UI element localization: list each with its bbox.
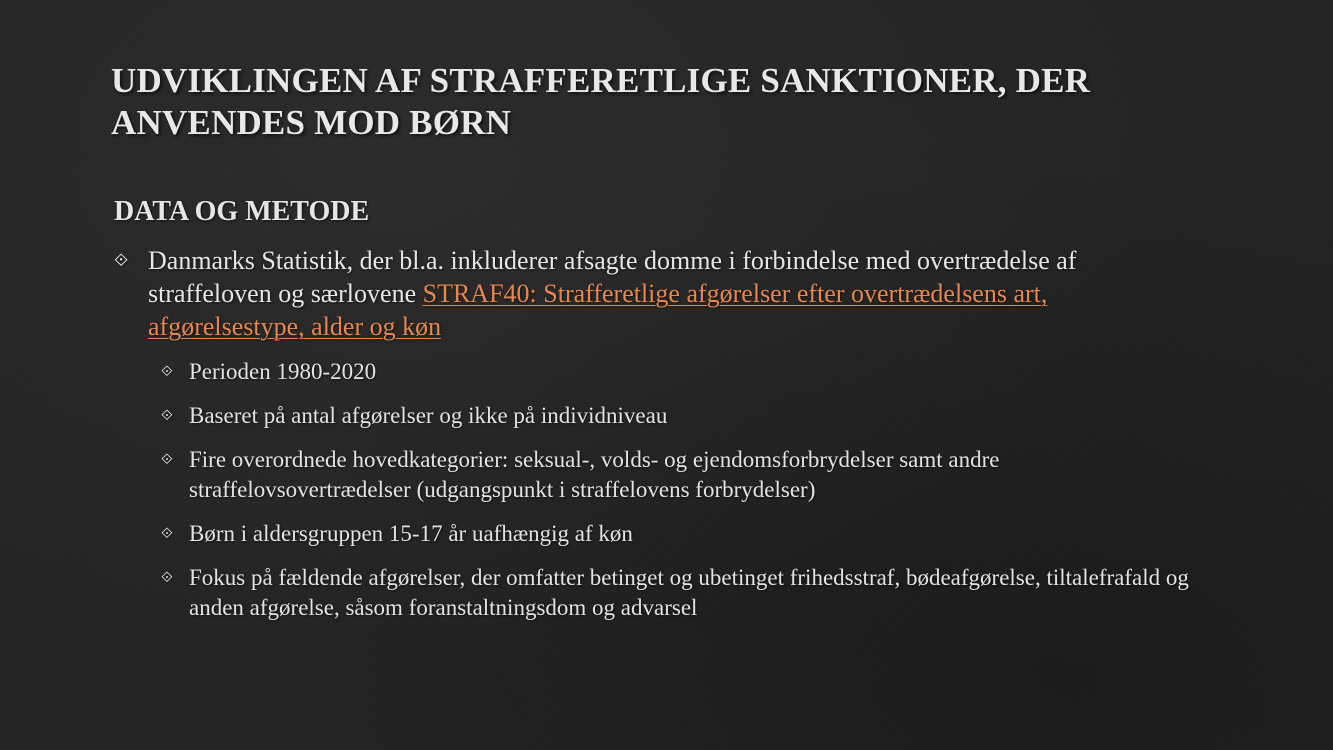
list-item-text: Fire overordnede hovedkategorier: seksual-, volds- og ejendomsforbrydelser samt andre straffelovsovertrædelser (udgangspunkt i straffelovens forbrydelser): [189, 447, 1000, 502]
list-item: [161, 445, 1194, 505]
diamond-bullet-icon: ⟐: [114, 250, 129, 270]
list-item: [161, 401, 1194, 431]
sub-bullet-list: [161, 357, 1194, 623]
list-item: [161, 563, 1194, 623]
main-bullet-text: Danmarks Statistik, der bl.a. inkluderer afsagte domme i forbindelse med overtrædelse af straffeloven og særlovene: [148, 246, 1077, 308]
list-item-text: Børn i aldersgruppen 15-17 år uafhængig af køn: [189, 521, 633, 546]
diamond-bullet-icon: ⟐: [161, 570, 173, 586]
slide-content: [114, 194, 1194, 623]
list-item-text: Perioden 1980-2020: [189, 359, 377, 384]
diamond-bullet-icon: ⟐: [161, 526, 173, 542]
diamond-bullet-icon: ⟐: [161, 364, 173, 380]
section-heading: DATA OG METODE: [114, 196, 370, 227]
list-item-text: Fokus på fældende afgørelser, der omfatter betinget og ubetinget frihedsstraf, bødeafgørelse, tiltalefrafald og anden afgørelse, såsom foranstaltningsdom og advarsel: [189, 565, 1189, 620]
list-item: [161, 357, 1194, 387]
slide-title: UDVIKLINGEN AF STRAFFERETLIGE SANKTIONER, DER ANVENDES MOD BØRN: [111, 61, 1091, 142]
list-item-text: Baseret på antal afgørelser og ikke på individniveau: [189, 403, 668, 428]
list-item: [161, 519, 1194, 549]
diamond-bullet-icon: ⟐: [161, 408, 173, 424]
straf40-link[interactable]: STRAF40: Strafferetlige afgørelser efter overtrædelsens art, afgørelsestype, alder og køn: [148, 279, 1048, 341]
diamond-bullet-icon: ⟐: [161, 452, 173, 468]
main-bullet: [114, 244, 1194, 343]
